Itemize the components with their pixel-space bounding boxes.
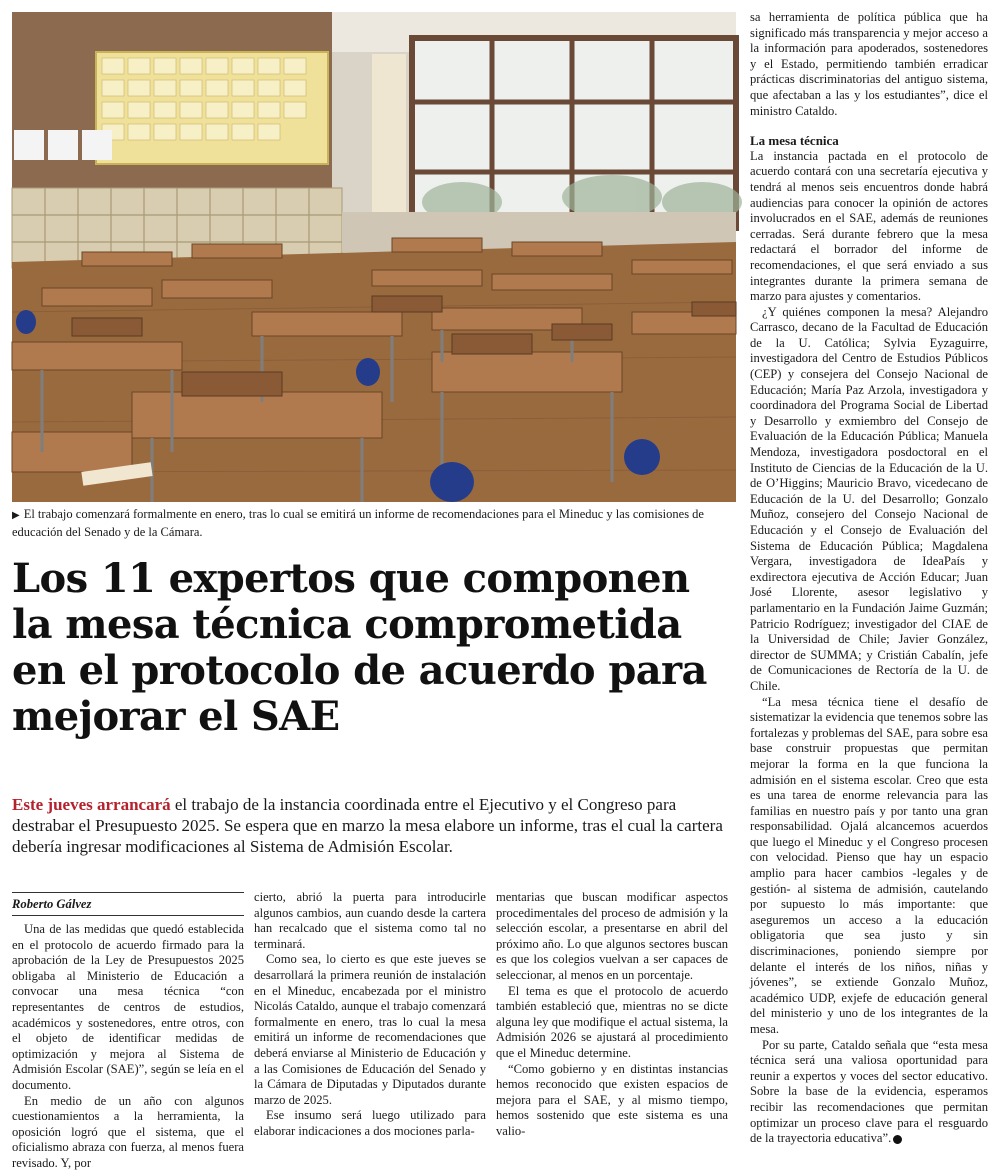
paragraph: ¿Y quiénes componen la mesa? Alejandro Carrasco, decano de la Facultad de Educación de la U. Católica; Sylvia Eyzaguirre, investigadora del Centro de Estudios Públicos (CEP) y consejera del Consejo Nacional de Educación; María Paz Arzola, investigadora y coordinadora del Programa Social de Libertad y Desarrollo y exmiembro del Consejo de Evaluación de la Educación Pública; Manuela Mendoza, investigadora posdoctoral en el Instituto de Ciencias de la Educación de la U. de O’Higgins; Mauricio Bravo, vicedecano de Educación de la U. del Desarrollo; Gonzalo Muñoz, consejero del Consejo Nacional de Educación y el Consejo de Evaluación del Sistema de Educación Pública; Magdalena Vergara, investigadora de IdeaPaís y exdirectora ejecutiva de Acción Educar; Juan José Llorente, asesor legislativo y parlamentario en la Fundación Jaime Guzmán; Patricio Rodríguez; investigador del CIAE de la Universidad de Chile; Javier González, director de SUMMA; y Cristián Cabalín, jefe de Comunicaciones de Rectoría de la U. de Chile. — [750, 304, 988, 693]
lead-kicker: Este jueves arrancará — [12, 795, 171, 814]
paragraph: Una de las medidas que quedó establecida en el protocolo de acuerdo firmado para la aprobación de la Ley de Presupuestos 2025 obligaba al Ministerio de Educación a convocar una mesa técnica “con representantes de centros de estudios, académicos y sostenedores, entre otros, con el objeto de identificar medidas de optimización y mejora al Sistema de Admisión Escolar (SAE)”, según se leía en el documento. — [12, 922, 244, 1092]
photo-caption-text: El trabajo comenzará formalmente en enero, tras lo cual se emitirá un informe de recomendaciones para el Mineduc y las comisiones de educación del Senado y de la Cámara. — [12, 507, 704, 539]
paragraph: La instancia pactada en el protocolo de acuerdo contará con una secretaría ejecutiva y tendrá al menos seis encuentros donde habrá audiencias para conocer la opinión de actores involucrados en el SAE, además de reuniones cerradas. Será durante febrero que la mesa redactará el borrador del informe de recomendaciones, el que será enviado a sus integrantes durante la primera semana de marzo para ajustes y comentarios. — [750, 148, 988, 304]
author-top-rule — [12, 892, 244, 893]
classroom-illustration — [12, 12, 736, 502]
paragraph: Como sea, lo cierto es que este jueves se desarrollará la primera reunión de instalación en el Mineduc, encabezada por el ministro Nicolás Cataldo, aunque el trabajo comenzará formalmente en enero, tras lo cual la mesa emitirá un informe de recomendaciones que deberá enviarse al Ministerio de Educación y a las Comisiones de Educación del Senado y la Cámara de Diputadas y Diputados durante marzo de 2025. — [254, 952, 486, 1107]
body-column-4 — [750, 10, 988, 1147]
section-subhead: La mesa técnica — [750, 133, 839, 149]
caption-triangle-icon: ▶ — [12, 510, 20, 521]
classroom-photo — [12, 12, 736, 502]
body-column-1 — [12, 922, 244, 1172]
photo-caption — [12, 506, 736, 540]
paragraph: mentarias que buscan modificar aspectos procedimentales del proceso de admisión y la selección escolar, a presentarse en abril del próximo año. Lo que algunos sectores buscan es que los colegios vuelvan a ser capaces de seleccionar, al menos en un porcentaje. — [496, 890, 728, 982]
article-headline: Los 11 expertos que componen la mesa técnica comprometida en el protocolo de acuerdo para mejorar el SAE — [12, 555, 707, 740]
paragraph-final-text: Por su parte, Cataldo señala que “esta mesa técnica será una valiosa oportunidad para reunir a expertos y voces del sector educativo. Sobre la base de la evidencia, esperamos recibir las recomendaciones que permitan optimizar un proceso clave para el resguardo de la trayectoria educativa”. — [750, 1037, 988, 1146]
article-lead — [12, 794, 736, 857]
paragraph: En medio de un año con algunos cuestionamientos a la herramienta, la oposición logró que el sistema, que el oficialismo abraza con fuerza, al menos fuera revisado. Y, por — [12, 1093, 244, 1170]
end-mark-icon — [893, 1135, 902, 1144]
lead-text: el trabajo de la instancia coordinada entre el Ejecutivo y el Congreso para destrabar el Presupuesto 2025. Se espera que en marzo la mesa elabore un informe, tras el cual la cartera debería ingresar modificaciones al Sistema de Admisión Escolar. — [12, 795, 723, 856]
paragraph-final — [750, 1038, 988, 1147]
paragraph: “La mesa técnica tiene el desafío de sistematizar la evidencia que tenemos sobre las fortalezas y problemas del SAE, para sobre esa base construir propuestas que permitan mejorar la forma en la que funciona la admisión en el sistema escolar. Creo que esta es una tarea de enorme relevancia para las familias en nuestro país y por tanto una gran responsabilidad. Ojalá alcancemos acuerdos que luego el Mineduc y el Congreso procesen con velocidad. Pienso que hay un espacio amplio para hacer cambios -legales y de gestión- al sistema de admisión, cautelando por supuesto lo más importante: que aseguremos un acceso a la educación obligatoria que sea justo y sin discriminaciones, poniendo siempre por delante el interés de los niños, niñas y jóvenes”, se extiende Gonzalo Muñoz, académico UDP, exjefe de educación general del ministerio y uno de los integrantes de la mesa. — [750, 694, 988, 1036]
author-byline: Roberto Gálvez — [12, 897, 244, 916]
body-column-2 — [254, 890, 486, 1140]
paragraph: sa herramienta de política pública que ha significado más transparencia y mejor acceso a la información para apoderados, sostenedores y el Estado, permitiendo también erradicar prácticas discriminatorias del antiguo sistema, que afectaban a las y los estudiantes”, dice el ministro Cataldo. — [750, 10, 988, 118]
body-column-3 — [496, 890, 728, 1140]
paragraph: “Como gobierno y en distintas instancias hemos reconocido que existen espacios de mejora para el SAE, y al mismo tiempo, hemos sostenido que este sistema es una valio- — [496, 1061, 728, 1138]
paragraph: El tema es que el protocolo de acuerdo también estableció que, mientras no se dicte alguna ley que modifique el actual sistema, la Admisión 2026 se ajustará al procedimiento que el Mineduc determine. — [496, 983, 728, 1060]
paragraph: cierto, abrió la puerta para introducirle algunos cambios, aun cuando desde la cartera han recalcado que el sistema como tal no terminará. — [254, 890, 486, 951]
paragraph: Ese insumo será luego utilizado para elaborar indicaciones a dos mociones parla- — [254, 1108, 486, 1138]
